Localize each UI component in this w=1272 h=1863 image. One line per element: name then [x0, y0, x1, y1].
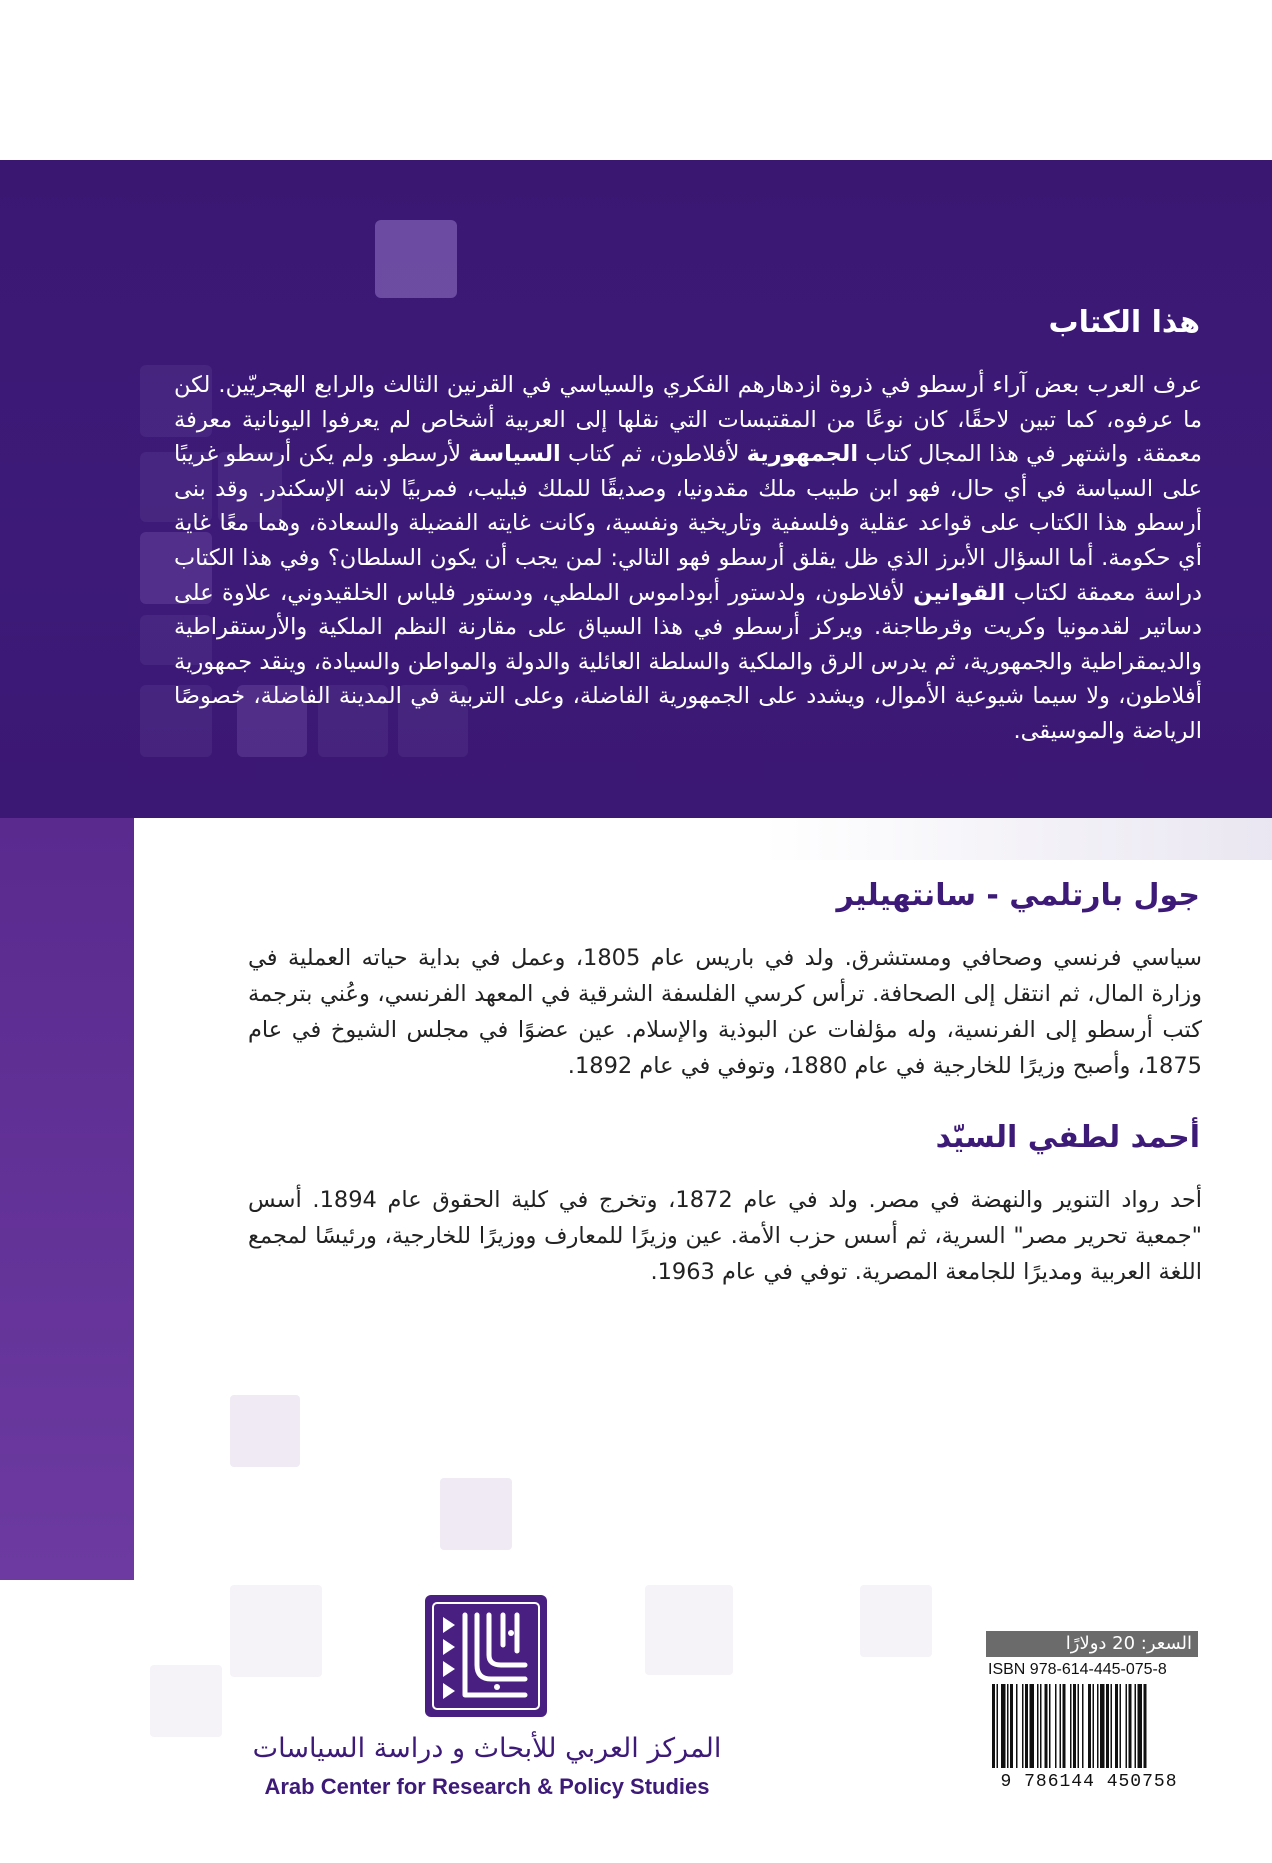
- author-bio-lutfi: أحد رواد التنوير والنهضة في مصر. ولد في عام 1872، وتخرج في كلية الحقوق عام 1894. أسس "جمعية تحرير مصر" السرية، ثم أسس حزب الأمة. عين وزيرًا للمعارف ووزيرًا للخارجية، ورئيسًا لمجمع اللغة العربية ومديرًا للجامعة المصرية. توفي في عام 1963.: [248, 1187, 1203, 1285]
- about-book-description: [174, 368, 1202, 749]
- book-title-republic: الجمهورية: [746, 441, 859, 468]
- description-text: عرف العرب بعض آراء أرسطو في ذروة ازدهارهم الفكري والسياسي في القرنين الثالث والرابع الهجريّين. لكن ما عرفوه، كما تبين لاحقًا، كان نوعًا من المقتبسات التي نقلها إلى العربية أشخاص لم يعرفوا اليونانية معرفة معمقة. واشتهر في هذا المجال كتاب: [174, 372, 1202, 468]
- decor-square: [230, 1395, 300, 1467]
- left-purple-column: [0, 818, 134, 1580]
- decor-square: [150, 1665, 222, 1737]
- decor-square: [440, 1478, 512, 1550]
- isbn-text: ISBN 978-614-445-075-8: [988, 1661, 1167, 1678]
- divider-band: [0, 818, 1272, 860]
- book-title-laws: القوانين: [913, 579, 1006, 606]
- description-text: لأفلاطون، ولدستور أبوداموس الملطي، ودستور فلياس الخلقيدوني، علاوة على دساتير لقدمونيا وكريت وقرطاجنة. ويركز أرسطو في هذا السياق على مقارنة النظم الملكية والأرستقراطية والديمقراطية والجمهورية، ثم يدرس الرق والملكية والسلطة العائلية والدولة والمواطن والسيادة، وينقد جمهورية أفلاطون، ولا سيما شيوعية الأموال، ويشدد على الجمهورية الفاضلة، وعلى التربية في المدينة الفاضلة، خصوصًا الرياضة والموسيقى.: [174, 579, 1202, 744]
- decor-square: [645, 1585, 733, 1675]
- book-title-politics: السياسة: [468, 441, 561, 468]
- barcode-icon: [988, 1682, 1198, 1782]
- barcode-digits: 9 786144 450758: [978, 1772, 1200, 1792]
- decor-square: [230, 1585, 322, 1677]
- author-bio-barthelemy: سياسي فرنسي وصحافي ومستشرق. ولد في باريس عام 1805، وعمل في بداية حياته العملية في وزارة المال، ثم انتقل إلى الصحافة. ترأس كرسي الفلسفة الشرقية في المعهد الفرنسي، وعُني بترجمة كتب أرسطو إلى الفرنسية، وله مؤلفات عن البوذية والإسلام. عين عضوًا في مجلس الشيوخ في عام 1875، وأصبح وزيرًا للخارجية في عام 1880، وتوفي في عام 1892.: [248, 945, 1202, 1079]
- description-text: لأفلاطون، ثم كتاب: [560, 441, 747, 468]
- price-label: السعر: 20 دولارًا: [986, 1631, 1198, 1657]
- description-text: لأرسطو. ولم يكن أرسطو غريبًا على السياسة في أي حال، فهو ابن طبيب ملك مقدونيا، وصديقًا للملك فيليب، فمربيًا لابنه الإسكندر. وقد بنى أرسطو هذا الكتاب على قواعد عقلية وفلسفية وتاريخية ونفسية، وكانت غايته الفضيلة والسعادة، وهما معًا غاية أي حكومة. أما السؤال الأبرز الذي ظل يقلق أرسطو فهو التالي: لمن يجب أن يكون السلطان؟ وفي هذا الكتاب دراسة معمقة لكتاب: [174, 441, 1202, 606]
- author-name-barthelemy: جول بارتلمي - سانتهيلير: [836, 878, 1200, 913]
- author-name-lutfi: أحمد لطفي السيّد: [935, 1120, 1200, 1155]
- about-book-title: هذا الكتاب: [1048, 305, 1200, 340]
- publisher-name-arabic: المركز العربي للأبحاث و دراسة السياسات: [252, 1733, 722, 1764]
- publisher-name-english: Arab Center for Research & Policy Studies: [264, 1774, 710, 1799]
- arab-center-logo-icon: [425, 1595, 547, 1717]
- decor-square: [375, 220, 457, 298]
- decor-square: [860, 1585, 932, 1657]
